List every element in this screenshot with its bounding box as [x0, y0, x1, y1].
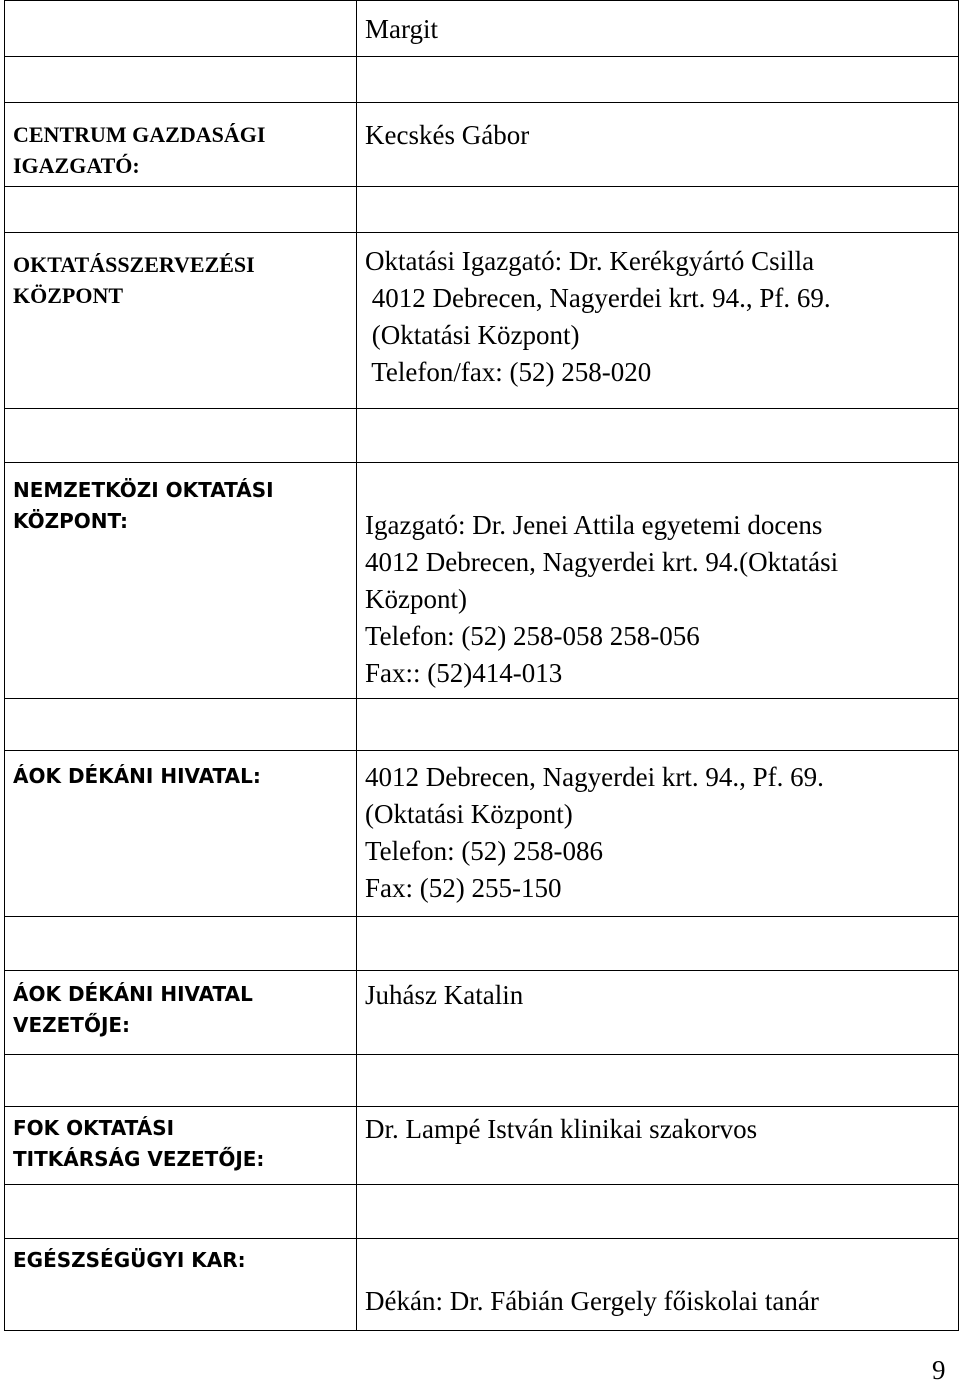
label-cell	[5, 751, 357, 917]
label-line: KÖZPONT:	[13, 509, 129, 533]
label-line: ÁOK DÉKÁNI HIVATAL	[13, 982, 253, 1006]
value-line: (Oktatási Központ)	[365, 320, 580, 350]
label-line: ÁOK DÉKÁNI HIVATAL:	[13, 764, 261, 788]
value-cell	[357, 1239, 959, 1331]
value-cell	[357, 233, 959, 409]
value-line: Dékán: Dr. Fábián Gergely főiskolai tanár	[365, 1286, 819, 1316]
value-line: Kecskés Gábor	[365, 120, 530, 150]
value-line: Telefon/fax: (52) 258-020	[365, 357, 652, 387]
value-cell	[357, 463, 959, 699]
label-cell	[5, 233, 357, 409]
row-aok-dekani-vezeto	[5, 971, 959, 1055]
row-nemzetkozi	[5, 463, 959, 699]
label-line: VEZETŐJE:	[13, 1013, 131, 1037]
value-cell	[357, 971, 959, 1055]
label-cell	[5, 463, 357, 699]
label-cell	[5, 1, 357, 57]
row-margit	[5, 1, 959, 57]
blank-row	[5, 1055, 959, 1107]
label-line: KÖZPONT	[13, 283, 124, 308]
value-line: 4012 Debrecen, Nagyerdei krt. 94., Pf. 69.	[365, 762, 824, 792]
label-cell	[5, 103, 357, 187]
page-number: 9	[932, 1355, 946, 1385]
value-cell	[357, 1107, 959, 1185]
blank-row	[5, 699, 959, 751]
value-line: Margit	[365, 14, 438, 44]
label-line: FOK OKTATÁSI	[13, 1116, 175, 1140]
value-line: 4012 Debrecen, Nagyerdei krt. 94.(Oktatási	[365, 547, 839, 577]
value-cell	[357, 103, 959, 187]
value-line: Juhász Katalin	[365, 980, 524, 1010]
label-line: TITKÁRSÁG VEZETŐJE:	[13, 1147, 265, 1171]
value-line: Telefon: (52) 258-086	[365, 836, 604, 866]
value-line: Fax:: (52)414-013	[365, 658, 563, 688]
label-cell	[5, 1239, 357, 1331]
value-line: (Oktatási Központ)	[365, 799, 573, 829]
value-cell	[357, 751, 959, 917]
label-line: OKTATÁSSZERVEZÉSI	[13, 252, 255, 277]
value-line: Oktatási Igazgató: Dr. Kerékgyártó Csilla	[365, 246, 815, 276]
value-line: Telefon: (52) 258-058 258-056	[365, 621, 700, 651]
value-line: Központ)	[365, 584, 467, 614]
label-line: IGAZGATÓ:	[13, 153, 140, 178]
value-cell	[357, 1, 959, 57]
label-cell	[5, 1107, 357, 1185]
label-line: CENTRUM GAZDASÁGI	[13, 122, 266, 147]
contact-directory-table	[4, 0, 959, 1331]
value-line: Igazgató: Dr. Jenei Attila egyetemi docens	[365, 510, 823, 540]
label-cell	[5, 971, 357, 1055]
row-egeszsegugyi-kar	[5, 1239, 959, 1331]
label-line: NEMZETKÖZI OKTATÁSI	[13, 478, 274, 502]
value-line: Dr. Lampé István klinikai szakorvos	[365, 1114, 758, 1144]
label-line: EGÉSZSÉGÜGYI KAR:	[13, 1248, 246, 1272]
value-line: 4012 Debrecen, Nagyerdei krt. 94., Pf. 69.	[365, 283, 831, 313]
blank-row	[5, 409, 959, 463]
blank-row	[5, 187, 959, 233]
value-line: Fax: (52) 255-150	[365, 873, 562, 903]
row-aok-dekani-hivatal	[5, 751, 959, 917]
row-oktatasszervezesi	[5, 233, 959, 409]
blank-row	[5, 57, 959, 103]
blank-row	[5, 917, 959, 971]
blank-row	[5, 1185, 959, 1239]
row-fok-oktatasi	[5, 1107, 959, 1185]
row-centrum-gazdasagi	[5, 103, 959, 187]
